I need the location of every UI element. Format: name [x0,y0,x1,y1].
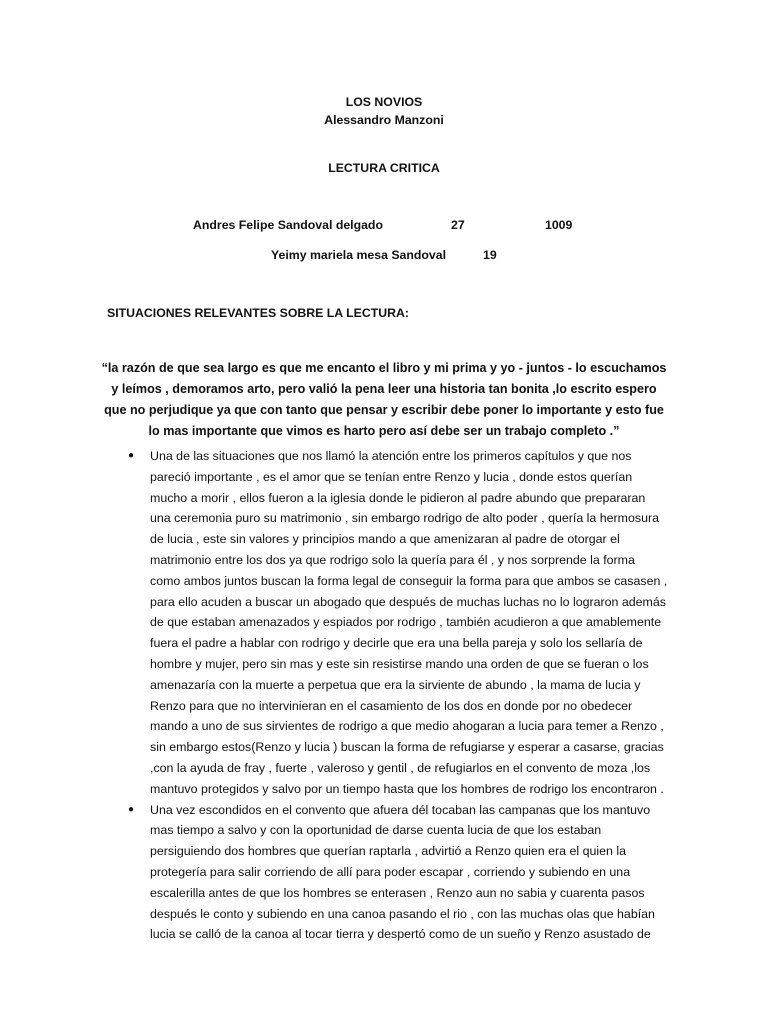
bullet-icon: ● [128,803,135,815]
intro-quote: “la razón de que sea largo es que me encanto el libro y mi prima y yo - juntos - lo escuchamos y leímos , demoramos arto, pero valió la pena leer una historia tan bonita ,lo escrito espero que no perjudique ya que con tanto que pensar y escribir debe poner lo importante y esto fue lo mas importante que vimos es harto pero así debe ser un trabajo completo .” [101,361,667,438]
bullet-list [128,446,668,945]
student1-number: 27 [451,218,465,232]
student1-grade: 1009 [545,218,573,232]
document-subtitle: LECTURA CRITICA [328,161,440,175]
bullet-icon: ● [128,450,135,461]
document-author: Alessandro Manzoni [324,113,444,127]
list-item-text: Una de las situaciones que nos llamó la atención entre los primeros capítulos y que nos pareció importante , es el amor que se tenían entre Renzo y lucia , donde estos querían mucho a morir , ellos fueron a la iglesia donde le pidieron al padre abundo que prepararan una ceremonia puro su matrimonio , sin embargo rodrigo de alto poder , quería la hermosura de lucia , este sin valores y principios mando a que amenizaran al padre de otorgar el matrimonio entre los dos ya que rodrigo solo la quería para él , y nos sorprende la forma como ambos juntos buscan la forma legal de conseguir la forma para que ambos se casasen , para ello acuden a buscar un abogado que después de muchas luchas no lo lograron además de que estaban amenazados y espiados por rodrigo , también acudieron a que amablemente fuera el padre a hablar con rodrigo y decirle que era una bella pareja y solo los sellaría de hombre y mujer, pero sin mas y este sin resistirse mando una orden de que se fueran o los amenazaría con la muerte a perpetua que era la sirviente de abundo , la mama de lucia y Renzo para que no intervinieran en el casamiento de los dos en donde por no obedecer mando a uno de sus sirvientes de rodrigo a que medio ahogaran a lucia para temer a Renzo , sin embargo estos(Renzo y lucia ) buscan la forma de refugiarse y esperar a casarse, gracias ,con la ayuda de fray , fuerte , valeroso y gentil , de refugiarlos en el convento de moza ,los mantuvo protegidos y salvo por un tiempo hasta que los hombres de rodrigo los encontraron . [150,449,668,796]
student1-name: Andres Felipe Sandoval delgado [193,218,383,232]
list-item [128,800,668,946]
list-item-text: Una vez escondidos en el convento que afuera dél tocaban las campanas que los mantuvo mas tiempo a salvo y con la oportunidad de darse cuenta lucia de que los estaban persiguiendo dos hombres que querían raptarla , advirtió a Renzo quien era el quien la protegería para salir corriendo de allí para poder escapar , corriendo y subiendo en una escalerilla antes de que los hombres se enterasen , Renzo aun no sabia y cuarenta pasos después le conto y subiendo en una canoa pasando el rio , con las muchas olas que habían lucia se calló de la canoa al tocar tierra y despertó como de un sueño y Renzo asustado de [150,802,655,942]
student2-name: Yeimy mariela mesa Sandoval [271,248,446,262]
list-item [128,446,668,800]
section-heading: SITUACIONES RELEVANTES SOBRE LA LECTURA: [107,306,409,320]
document-title: LOS NOVIOS [345,95,423,109]
student2-number: 19 [483,248,497,262]
